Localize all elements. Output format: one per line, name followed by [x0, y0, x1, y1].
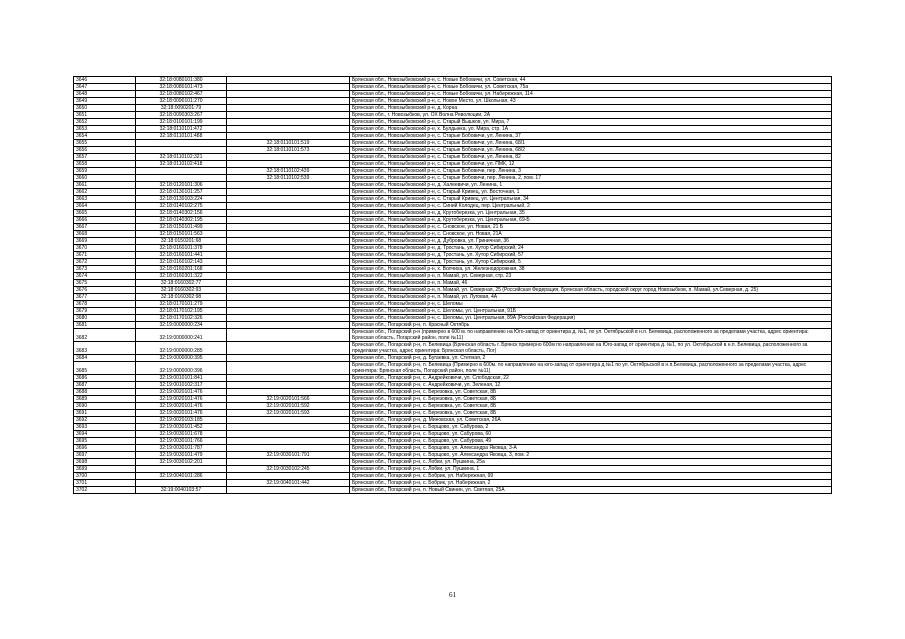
row-number-cell: 3690: [74, 403, 136, 410]
row-number-cell: 3681: [74, 322, 136, 329]
cadastral-number-cell: 32:18:0130101:257: [136, 189, 227, 196]
cadastral-number-cell: 32:18:0090101:270: [136, 98, 227, 105]
row-number-cell: 3694: [74, 431, 136, 438]
address-cell: Брянская обл., Новозыбковский р-н, д. Крутоберезка, ул. Центральная, 35: [350, 210, 832, 217]
address-cell: Брянская обл., Погарский р-н, с. Борщово, ул. Сабурова, 49: [350, 438, 832, 445]
address-cell: Брянская обл., Новозыбковский р-н, с. Старые Бобовичи, ул. Ленина, 68/1: [350, 140, 832, 147]
address-cell: Брянская обл., Новозыбковский р-н, д. Тростань, ул. Хутор Сибирский, 5: [350, 259, 832, 266]
address-cell: Брянская обл., Погарский р-н (примерно в 600 м. по направлению на Юго-запад от ориентира д. №1, по ул. Октябрьской в н.п. Белевица, расположенного за пределами участка, адрес ориентира: Брянская область, Погарский район, поле №11): [350, 329, 832, 342]
cadastral-number-cell: 32:18:0110102:418: [136, 161, 227, 168]
sub-object-number-cell: [227, 445, 350, 452]
table-row: [74, 403, 832, 410]
table-row: [74, 112, 832, 119]
row-number-cell: 3663: [74, 196, 136, 203]
row-number-cell: 3651: [74, 112, 136, 119]
address-cell: Брянская обл., Новозыбковский р-н, с. Старые Бобовичи, пер. Ленина, 2, пом. 17: [350, 175, 832, 182]
row-number-cell: 3695: [74, 438, 136, 445]
row-number-cell: 3699: [74, 466, 136, 473]
table-row: [74, 342, 832, 355]
sub-object-number-cell: 32:19:0020101:593: [227, 410, 350, 417]
sub-object-number-cell: [227, 238, 350, 245]
sub-object-number-cell: [227, 424, 350, 431]
row-number-cell: 3671: [74, 252, 136, 259]
sub-object-number-cell: [227, 431, 350, 438]
address-cell: Брянская обл., Новозыбковский р-н, с. Новые Бобовичи, ул. Советская, 44: [350, 77, 832, 84]
table-row: [74, 410, 832, 417]
table-row: [74, 224, 832, 231]
cadastral-number-cell: 32:18:0090201:79: [136, 105, 227, 112]
sub-object-number-cell: [227, 273, 350, 280]
row-number-cell: 3688: [74, 389, 136, 396]
table-row: [74, 452, 832, 459]
table-row: [74, 210, 832, 217]
address-cell: Брянская обл., Погарский р-н, п. Белевица (Примерно в 600м. по направлению на юго-запад от ориентира д.№1 по ул. Октябрьской в н.п.Белевица, расположенного за пределами участка, адрес ориентира: Брянская область, Погарский район, поле №11): [350, 362, 832, 375]
cadastral-number-cell: 32:19:0030101:678: [136, 431, 227, 438]
sub-object-number-cell: [227, 315, 350, 322]
table-row: [74, 140, 832, 147]
cadastral-number-cell: 32:18:0160302:93: [136, 287, 227, 294]
registry-table: [73, 76, 832, 494]
table-row: [74, 473, 832, 480]
sub-object-number-cell: [227, 231, 350, 238]
row-number-cell: 3697: [74, 452, 136, 459]
table-row: [74, 252, 832, 259]
sub-object-number-cell: [227, 224, 350, 231]
row-number-cell: 3702: [74, 487, 136, 494]
cadastral-number-cell: 32:19:0030101:787: [136, 445, 227, 452]
table-row: [74, 231, 832, 238]
table-row: [74, 438, 832, 445]
cadastral-number-cell: 32:19:0000000:241: [136, 329, 227, 342]
sub-object-number-cell: [227, 77, 350, 84]
address-cell: Брянская обл., Новозыбковский р-н, д. Тростань, ул. Хутор Сибирский, 24: [350, 245, 832, 252]
cadastral-number-cell: 32:18:0100101:199: [136, 119, 227, 126]
address-cell: Брянская обл., Погарский р-н, с. Борщово, ул. Сабурова, 60: [350, 431, 832, 438]
sub-object-number-cell: [227, 301, 350, 308]
sub-object-number-cell: [227, 362, 350, 375]
row-number-cell: 3683: [74, 342, 136, 355]
row-number-cell: 3657: [74, 154, 136, 161]
address-cell: Брянская обл., Новозыбковский р-н, с. Старый Кривец, ул. Центральная, 34: [350, 196, 832, 203]
table-row: [74, 154, 832, 161]
sub-object-number-cell: [227, 487, 350, 494]
row-number-cell: 3664: [74, 203, 136, 210]
sub-object-number-cell: [227, 119, 350, 126]
sub-object-number-cell: [227, 217, 350, 224]
row-number-cell: 3686: [74, 375, 136, 382]
table-row: [74, 266, 832, 273]
cadastral-number-cell: 32:18:0140302:156: [136, 210, 227, 217]
address-cell: Брянская обл., Новозыбковский р-н, с. Новые Бобовичи, ул. Советская, 75а: [350, 84, 832, 91]
table-row: [74, 168, 832, 175]
address-cell: Брянская обл., Погарский р-н, с. Андрейковичи, ул. Зеленая, 12: [350, 382, 832, 389]
table-row: [74, 203, 832, 210]
cadastral-number-cell: 32:19:0030101:766: [136, 438, 227, 445]
table-row: [74, 294, 832, 301]
table-row: [74, 287, 832, 294]
row-number-cell: 3648: [74, 91, 136, 98]
row-number-cell: 3666: [74, 217, 136, 224]
cadastral-number-cell: 32:18:0110101:488: [136, 133, 227, 140]
row-number-cell: 3682: [74, 329, 136, 342]
cadastral-number-cell: 32:19:0010101:841: [136, 375, 227, 382]
row-number-cell: 3661: [74, 182, 136, 189]
address-cell: Брянская обл., Новозыбковский р-н, с. Старый Кривец, ул. Восточная, 1: [350, 189, 832, 196]
sub-object-number-cell: [227, 417, 350, 424]
cadastral-number-cell: 32:18:0160101:378: [136, 245, 227, 252]
sub-object-number-cell: [227, 342, 350, 355]
row-number-cell: 3676: [74, 287, 136, 294]
row-number-cell: 3698: [74, 459, 136, 466]
address-cell: Брянская обл., Новозыбковский р-н, п. Мамай, ул. Луговая, 4А: [350, 294, 832, 301]
cadastral-number-cell: [136, 480, 227, 487]
row-number-cell: 3696: [74, 445, 136, 452]
table-row: [74, 459, 832, 466]
row-number-cell: 3672: [74, 259, 136, 266]
table-row: [74, 175, 832, 182]
cadastral-number-cell: 32:19:0020101:476: [136, 410, 227, 417]
sub-object-number-cell: [227, 389, 350, 396]
sub-object-number-cell: [227, 126, 350, 133]
sub-object-number-cell: [227, 91, 350, 98]
address-cell: Брянская обл., Погарский р-н, с. Березовка, ул. Советская, 8Б: [350, 396, 832, 403]
sub-object-number-cell: [227, 287, 350, 294]
table-row: [74, 382, 832, 389]
row-number-cell: 3654: [74, 133, 136, 140]
row-number-cell: 3677: [74, 294, 136, 301]
cadastral-number-cell: 32:19:0030102:201: [136, 459, 227, 466]
address-cell: Брянская обл., Новозыбковский р-н, п. Мамай, 46: [350, 280, 832, 287]
cadastral-number-cell: 32:19:0030101:452: [136, 424, 227, 431]
table-row: [74, 196, 832, 203]
row-number-cell: 3660: [74, 175, 136, 182]
table-row: [74, 417, 832, 424]
row-number-cell: 3675: [74, 280, 136, 287]
cadastral-number-cell: 32:19:0000000:395: [136, 355, 227, 362]
address-cell: Брянская обл., Новозыбковский р-н, с. Синий Колодец, пер. Центральный, 2: [350, 203, 832, 210]
row-number-cell: 3662: [74, 189, 136, 196]
address-cell: Брянская обл., Погарский р-н, с. Бобрик, ул. Набережная, 2: [350, 480, 832, 487]
cadastral-number-cell: 32:18:0110102:321: [136, 154, 227, 161]
sub-object-number-cell: [227, 161, 350, 168]
table-row: [74, 375, 832, 382]
cadastral-number-cell: 32:18:0160302:98: [136, 294, 227, 301]
cadastral-number-cell: 32:18:0090303:267: [136, 112, 227, 119]
table-row: [74, 91, 832, 98]
row-number-cell: 3685: [74, 362, 136, 375]
sub-object-number-cell: [227, 308, 350, 315]
cadastral-number-cell: 32:18:0130103:224: [136, 196, 227, 203]
address-cell: Брянская обл., Новозыбковский р-н, с. Шеломы, ул. Центральная, 91Б: [350, 308, 832, 315]
address-cell: Брянская обл., Новозыбковский р-н, с. Новое Место, ул. Школьная, 43: [350, 98, 832, 105]
cadastral-number-cell: 32:18:0160302:77: [136, 280, 227, 287]
table-row: [74, 98, 832, 105]
row-number-cell: 3665: [74, 210, 136, 217]
address-cell: Брянская обл., Новозыбковский р-н, п. Мамай, ул. Северная, 25 (Российская Федерация, Брянская область, городской округ город Новозыбков, п. Мамай, ул.Северная, д. 25): [350, 287, 832, 294]
sub-object-number-cell: [227, 438, 350, 445]
address-cell: Брянская обл., Новозыбковский р-н, с. Старый Вышков, ул. Мира, 7: [350, 119, 832, 126]
row-number-cell: 3700: [74, 473, 136, 480]
sub-object-number-cell: 32:19:0030102:245: [227, 466, 350, 473]
table-row: [74, 245, 832, 252]
address-cell: Брянская обл., Новозыбковский р-н, с. Шеломы, ул. Центральная, 89А (Российская Федерация): [350, 315, 832, 322]
cadastral-number-cell: 32:18:0170101:279: [136, 301, 227, 308]
sub-object-number-cell: 32:19:0030101:791: [227, 452, 350, 459]
table-row: [74, 362, 832, 375]
sub-object-number-cell: [227, 322, 350, 329]
address-cell: Брянская обл., Погарский р-н, д. Бугаевка, ул. Степная, 2: [350, 355, 832, 362]
sub-object-number-cell: [227, 196, 350, 203]
address-cell: Брянская обл., Новозыбковский р-н, д. Дубровка, ул. Гриничная, 36: [350, 238, 832, 245]
cadastral-number-cell: 32:18:0150101:563: [136, 231, 227, 238]
row-number-cell: 3701: [74, 480, 136, 487]
cadastral-number-cell: 32:19:0040103:57: [136, 487, 227, 494]
row-number-cell: 3687: [74, 382, 136, 389]
table-row: [74, 445, 832, 452]
address-cell: Брянская обл., Погарский р-н, с. Лобки, ул. Пушкина, 25а: [350, 459, 832, 466]
address-cell: Брянская обл., Новозыбковский р-н, д. Тростань, ул. Хутор Сибирский, 57: [350, 252, 832, 259]
cadastral-number-cell: 32:18:0080101:473: [136, 84, 227, 91]
row-number-cell: 3689: [74, 396, 136, 403]
cadastral-number-cell: 32:19:0000000:396: [136, 362, 227, 375]
cadastral-number-cell: 32:18:0140302:195: [136, 217, 227, 224]
sub-object-number-cell: [227, 105, 350, 112]
sub-object-number-cell: [227, 294, 350, 301]
table-row: [74, 77, 832, 84]
sub-object-number-cell: [227, 375, 350, 382]
row-number-cell: 3656: [74, 147, 136, 154]
table-row: [74, 308, 832, 315]
table-row: [74, 329, 832, 342]
address-cell: Брянская обл., Погарский р-н, с. Березовка, ул. Советская, 8Б: [350, 403, 832, 410]
row-number-cell: 3668: [74, 231, 136, 238]
cadastral-number-cell: 32:19:0010102:317: [136, 382, 227, 389]
sub-object-number-cell: [227, 473, 350, 480]
address-cell: Брянская обл., Погарский р-н, с. Березовка, ул. Советская, 8Б: [350, 389, 832, 396]
sub-object-number-cell: 32:18:0110101:573: [227, 147, 350, 154]
row-number-cell: 3693: [74, 424, 136, 431]
address-cell: Брянская обл., Новозыбковский р-н, с. Старые Бобовичи, ул. Ленина, 68/2: [350, 147, 832, 154]
row-number-cell: 3670: [74, 245, 136, 252]
sub-object-number-cell: [227, 329, 350, 342]
address-cell: Брянская обл., Погарский р-н, с. Березовка, ул. Советская, 8Б: [350, 410, 832, 417]
table-row: [74, 480, 832, 487]
row-number-cell: 3674: [74, 273, 136, 280]
table-row: [74, 466, 832, 473]
sub-object-number-cell: [227, 266, 350, 273]
row-number-cell: 3678: [74, 301, 136, 308]
cadastral-number-cell: 32:18:0170102:195: [136, 308, 227, 315]
row-number-cell: 3692: [74, 417, 136, 424]
cadastral-number-cell: 32:18:0110101:472: [136, 126, 227, 133]
row-number-cell: 3646: [74, 77, 136, 84]
cadastral-number-cell: 32:18:0080102:467: [136, 91, 227, 98]
cadastral-number-cell: [136, 175, 227, 182]
table-row: [74, 280, 832, 287]
sub-object-number-cell: 32:18:0110101:519: [227, 140, 350, 147]
sub-object-number-cell: [227, 245, 350, 252]
cadastral-number-cell: 32:18:0160301:322: [136, 273, 227, 280]
address-cell: Брянская обл., Новозыбковский р-н, с. Сновское, ул. Новая, 21 Б: [350, 224, 832, 231]
cadastral-number-cell: 32:18:0120101:306: [136, 182, 227, 189]
address-cell: Брянская обл., Погарский р-н, д. Миновская, ул. Советская, 26А: [350, 417, 832, 424]
table-row: [74, 84, 832, 91]
table-row: [74, 189, 832, 196]
cadastral-number-cell: 32:19:0000000:285: [136, 342, 227, 355]
cadastral-number-cell: 32:18:0160201:168: [136, 266, 227, 273]
table-row: [74, 301, 832, 308]
table-row: [74, 161, 832, 168]
address-cell: Брянская обл., Новозыбковский р-н, с. Старые Бобовичи, ул. Ленина, 82: [350, 154, 832, 161]
table-row: [74, 389, 832, 396]
address-cell: Брянская обл., Новозыбковский р-н, х. Волчиха, ул. Железнодорожная, 38: [350, 266, 832, 273]
row-number-cell: 3652: [74, 119, 136, 126]
row-number-cell: 3669: [74, 238, 136, 245]
cadastral-number-cell: 32:18:0140102:275: [136, 203, 227, 210]
address-cell: Брянская обл., Новозыбковский р-н, п. Мамай, ул. Северная, стр. 23: [350, 273, 832, 280]
table-row: [74, 396, 832, 403]
table-row: [74, 126, 832, 133]
sub-object-number-cell: [227, 133, 350, 140]
cadastral-number-cell: 32:18:0160102:143: [136, 259, 227, 266]
row-number-cell: 3691: [74, 410, 136, 417]
sub-object-number-cell: [227, 84, 350, 91]
sub-object-number-cell: [227, 203, 350, 210]
sub-object-number-cell: [227, 112, 350, 119]
address-cell: Брянская обл., Погарский р-н, п. Новый Свинин, ул. Светлая, 25А: [350, 487, 832, 494]
row-number-cell: 3680: [74, 315, 136, 322]
table-row: [74, 182, 832, 189]
table-row: [74, 259, 832, 266]
sub-object-number-cell: [227, 259, 350, 266]
cadastral-number-cell: 32:18:0080101:380: [136, 77, 227, 84]
table-row: [74, 487, 832, 494]
table-row: [74, 355, 832, 362]
cadastral-number-cell: 32:19:0020103:185: [136, 417, 227, 424]
address-cell: Брянская обл., Погарский р-н, п. Красный Октябрь: [350, 322, 832, 329]
address-cell: Брянская обл., Погарский р-н, с. Андрейковичи, ул. Слободская, 22: [350, 375, 832, 382]
address-cell: Брянская обл., Новозыбковский р-н, д. Крутоберезка, ул. Центральная, 69-Б: [350, 217, 832, 224]
address-cell: Брянская обл., Погарский р-н, п. Белевица (Брянская область г. Брянск примерно 600м по направлению на Юго-запад от ориентира д. №1, по ул. Октябрьской в н.п. Белевица, расположенного за пределами участка, адрес ориентира: Брянская область, Пог): [350, 342, 832, 355]
row-number-cell: 3650: [74, 105, 136, 112]
table-row: [74, 315, 832, 322]
cadastral-number-cell: [136, 147, 227, 154]
sub-object-number-cell: 32:19:0020101:566: [227, 396, 350, 403]
table-row: [74, 119, 832, 126]
row-number-cell: 3647: [74, 84, 136, 91]
address-cell: Брянская обл., Погарский р-н, с. Лобки, ул. Пушкина, 1: [350, 466, 832, 473]
address-cell: Брянская обл., Погарский р-н, с. Бобрик, ул. Набережная, 99: [350, 473, 832, 480]
cadastral-number-cell: [136, 466, 227, 473]
sub-object-number-cell: [227, 355, 350, 362]
sub-object-number-cell: [227, 210, 350, 217]
cadastral-number-cell: 32:18:0160101:441: [136, 252, 227, 259]
cadastral-number-cell: 32:19:0040101:286: [136, 473, 227, 480]
address-cell: Брянская обл., Новозыбковский р-н, д. Корна: [350, 105, 832, 112]
row-number-cell: 3655: [74, 140, 136, 147]
sub-object-number-cell: [227, 182, 350, 189]
sub-object-number-cell: [227, 382, 350, 389]
row-number-cell: 3658: [74, 161, 136, 168]
address-cell: Брянская обл., Новозыбковский р-н, с. Новые Бобовичи, ул. Набережная, 114: [350, 91, 832, 98]
row-number-cell: 3679: [74, 308, 136, 315]
row-number-cell: 3684: [74, 355, 136, 362]
cadastral-number-cell: 32:19:0020101:476: [136, 389, 227, 396]
table-row: [74, 217, 832, 224]
address-cell: Брянская обл., Новозыбковский р-н, с. Старые Бобовичи, ул. Ленина, 37: [350, 133, 832, 140]
sub-object-number-cell: [227, 459, 350, 466]
cadastral-number-cell: 32:19:0030101:479: [136, 452, 227, 459]
cadastral-number-cell: 32:19:0000000:234: [136, 322, 227, 329]
cadastral-number-cell: 32:19:0020101:476: [136, 396, 227, 403]
table-row: [74, 322, 832, 329]
sub-object-number-cell: 32:19:0040101:442: [227, 480, 350, 487]
row-number-cell: 3673: [74, 266, 136, 273]
cadastral-number-cell: 32:18:0150201:68: [136, 238, 227, 245]
address-cell: Брянская обл., г. Новозыбков, ул. ОХ Волна Революции, 2А: [350, 112, 832, 119]
row-number-cell: 3659: [74, 168, 136, 175]
table-row: [74, 424, 832, 431]
table-row: [74, 133, 832, 140]
row-number-cell: 3649: [74, 98, 136, 105]
table-row: [74, 238, 832, 245]
cadastral-number-cell: 32:19:0020101:476: [136, 403, 227, 410]
row-number-cell: 3667: [74, 224, 136, 231]
registry-table-body: [74, 77, 832, 494]
sub-object-number-cell: 32:19:0020101:592: [227, 403, 350, 410]
table-row: [74, 147, 832, 154]
sub-object-number-cell: [227, 189, 350, 196]
address-cell: Брянская обл., Погарский р-н, с. Борщово, ул. Александра Яковца, 3, пом. 2: [350, 452, 832, 459]
address-cell: Брянская обл., Новозыбковский р-н, с. Сновское, ул. Новая, 21А: [350, 231, 832, 238]
sub-object-number-cell: [227, 98, 350, 105]
table-row: [74, 431, 832, 438]
sub-object-number-cell: [227, 280, 350, 287]
address-cell: Брянская обл., Новозыбковский р-н, х. Булдынка, ул. Мира, стр. 1А: [350, 126, 832, 133]
page-number: 61: [449, 591, 456, 599]
table-row: [74, 105, 832, 112]
sub-object-number-cell: 32:18:0110102:439: [227, 168, 350, 175]
address-cell: Брянская обл., Новозыбковский р-н, с. Старые Бобовичи, ул. ПМК, 12: [350, 161, 832, 168]
sub-object-number-cell: [227, 154, 350, 161]
address-cell: Брянская обл., Погарский р-н, с. Борщово, ул. Александра Яковца, 3-А: [350, 445, 832, 452]
cadastral-number-cell: 32:18:0150101:499: [136, 224, 227, 231]
address-cell: Брянская обл., Погарский р-н, с. Борщово, ул. Сабурова, 2: [350, 424, 832, 431]
cadastral-number-cell: [136, 168, 227, 175]
address-cell: Брянская обл., Новозыбковский р-н, с. Старые Бобовичи, пер. Ленина, 3: [350, 168, 832, 175]
address-cell: Брянская обл., Новозыбковский р-н, с. Шеломы: [350, 301, 832, 308]
row-number-cell: 3653: [74, 126, 136, 133]
table-row: [74, 273, 832, 280]
address-cell: Брянская обл., Новозыбковский р-н, д. Халеевичи, ул. Ленина, 1: [350, 182, 832, 189]
cadastral-number-cell: [136, 140, 227, 147]
sub-object-number-cell: 32:18:0110102:539: [227, 175, 350, 182]
cadastral-number-cell: 32:18:0170102:326: [136, 315, 227, 322]
sub-object-number-cell: [227, 252, 350, 259]
